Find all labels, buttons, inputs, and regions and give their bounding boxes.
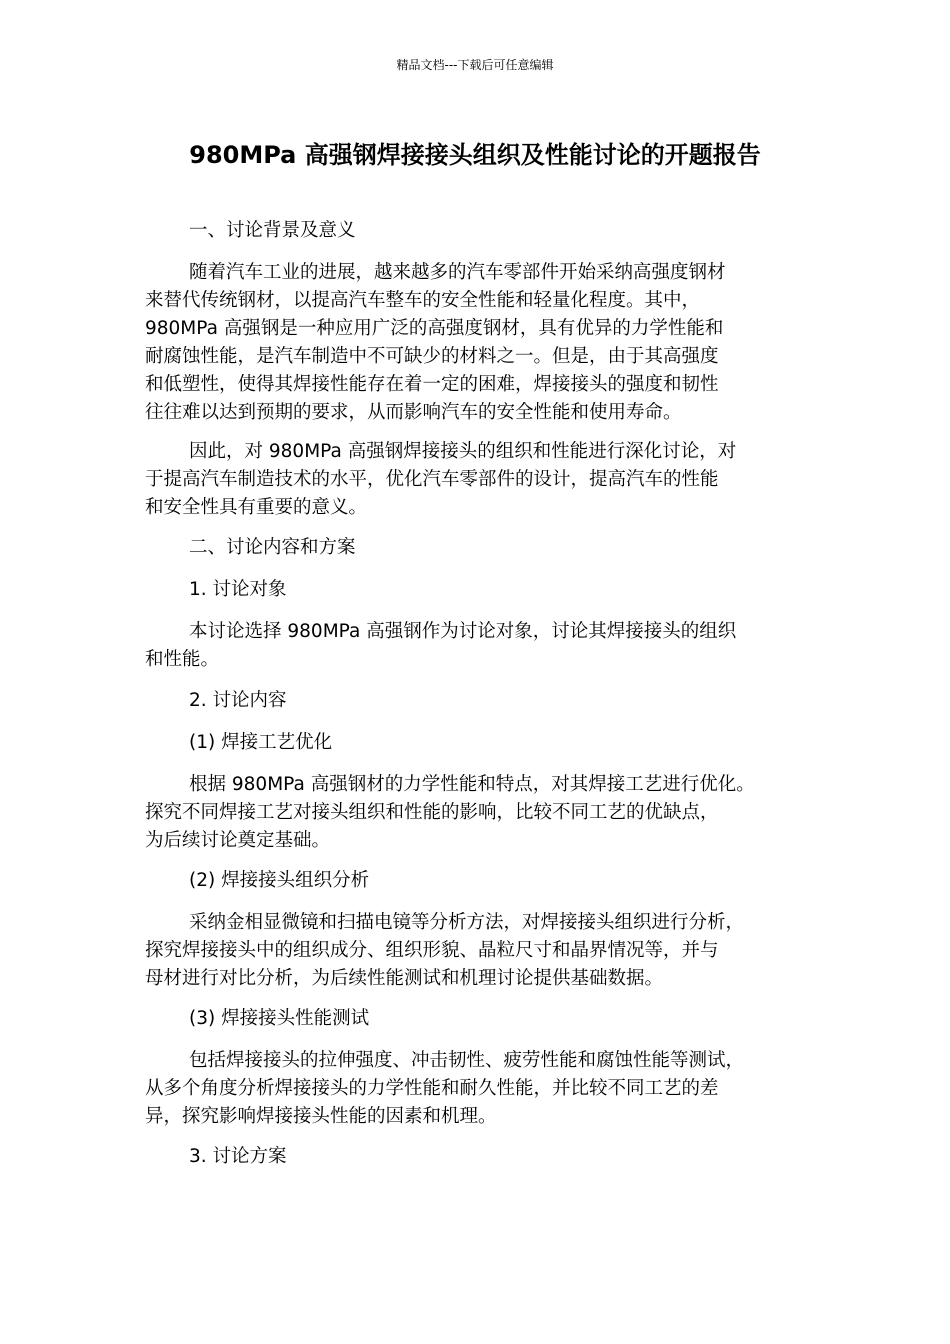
item-heading: (2) 焊接接头组织分析 [189,870,370,891]
paragraph-line: 和安全性具有重要的意义。 [145,497,368,518]
paragraph-line: 本讨论选择 980MPa 高强钢作为讨论对象，讨论其焊接接头的组织 [189,621,737,642]
paragraph-line: 包括焊接接头的拉伸强度、冲击韧性、疲劳性能和腐蚀性能等测试， [189,1050,745,1071]
subsection-heading: 3. 讨论方案 [189,1146,287,1167]
paragraph-line: 探究不同焊接工艺对接头组织和性能的影响，比较不同工艺的优缺点， [145,802,719,823]
paragraph-line: 来替代传统钢材，以提高汽车整车的安全性能和轻量化程度。其中， [145,290,701,311]
item-heading: (1) 焊接工艺优化 [189,732,333,753]
paragraph-line: 和低塑性，使得其焊接性能存在着一定的困难，焊接接头的强度和韧性 [145,374,719,395]
paragraph-line: 因此，对 980MPa 高强钢焊接接头的组织和性能进行深化讨论，对 [189,441,737,462]
item-heading: (3) 焊接接头性能测试 [189,1008,370,1029]
page-header: 精品文档---下载后可任意编辑 [396,58,554,72]
paragraph-line: 母材进行对比分析，为后续性能测试和机理讨论提供基础数据。 [145,968,664,989]
paragraph-line: 随着汽车工业的进展，越来越多的汽车零部件开始采纳高强度钢材 [189,262,726,283]
paragraph-line: 从多个角度分析焊接接头的力学性能和耐久性能，并比较不同工艺的差 [145,1078,719,1099]
section-heading: 一、讨论背景及意义 [189,220,356,241]
paragraph-line: 耐腐蚀性能，是汽车制造中不可缺少的材料之一。但是，由于其高强度 [145,346,719,367]
paragraph-line: 为后续讨论奠定基础。 [145,830,331,851]
paragraph-line: 和性能。 [145,649,220,670]
paragraph-line: 根据 980MPa 高强钢材的力学性能和特点，对其焊接工艺进行优化。 [189,774,755,795]
subsection-heading: 1. 讨论对象 [189,579,287,600]
paragraph-line: 980MPa 高强钢是一种应用广泛的高强度钢材，具有优异的力学性能和 [145,318,724,339]
subsection-heading: 2. 讨论内容 [189,690,287,711]
section-heading: 二、讨论内容和方案 [189,537,356,558]
paragraph-line: 探究焊接接头中的组织成分、组织形貌、晶粒尺寸和晶界情况等，并与 [145,940,719,961]
paragraph-line: 往往难以达到预期的要求，从而影响汽车的安全性能和使用寿命。 [145,402,682,423]
paragraph-line: 于提高汽车制造技术的水平，优化汽车零部件的设计，提高汽车的性能 [145,469,719,490]
paragraph-line: 采纳金相显微镜和扫描电镜等分析方法，对焊接接头组织进行分析， [189,912,745,933]
document-title: 980MPa 高强钢焊接接头组织及性能讨论的开题报告 [189,141,761,169]
paragraph-line: 异，探究影响焊接接头性能的因素和机理。 [145,1106,497,1127]
